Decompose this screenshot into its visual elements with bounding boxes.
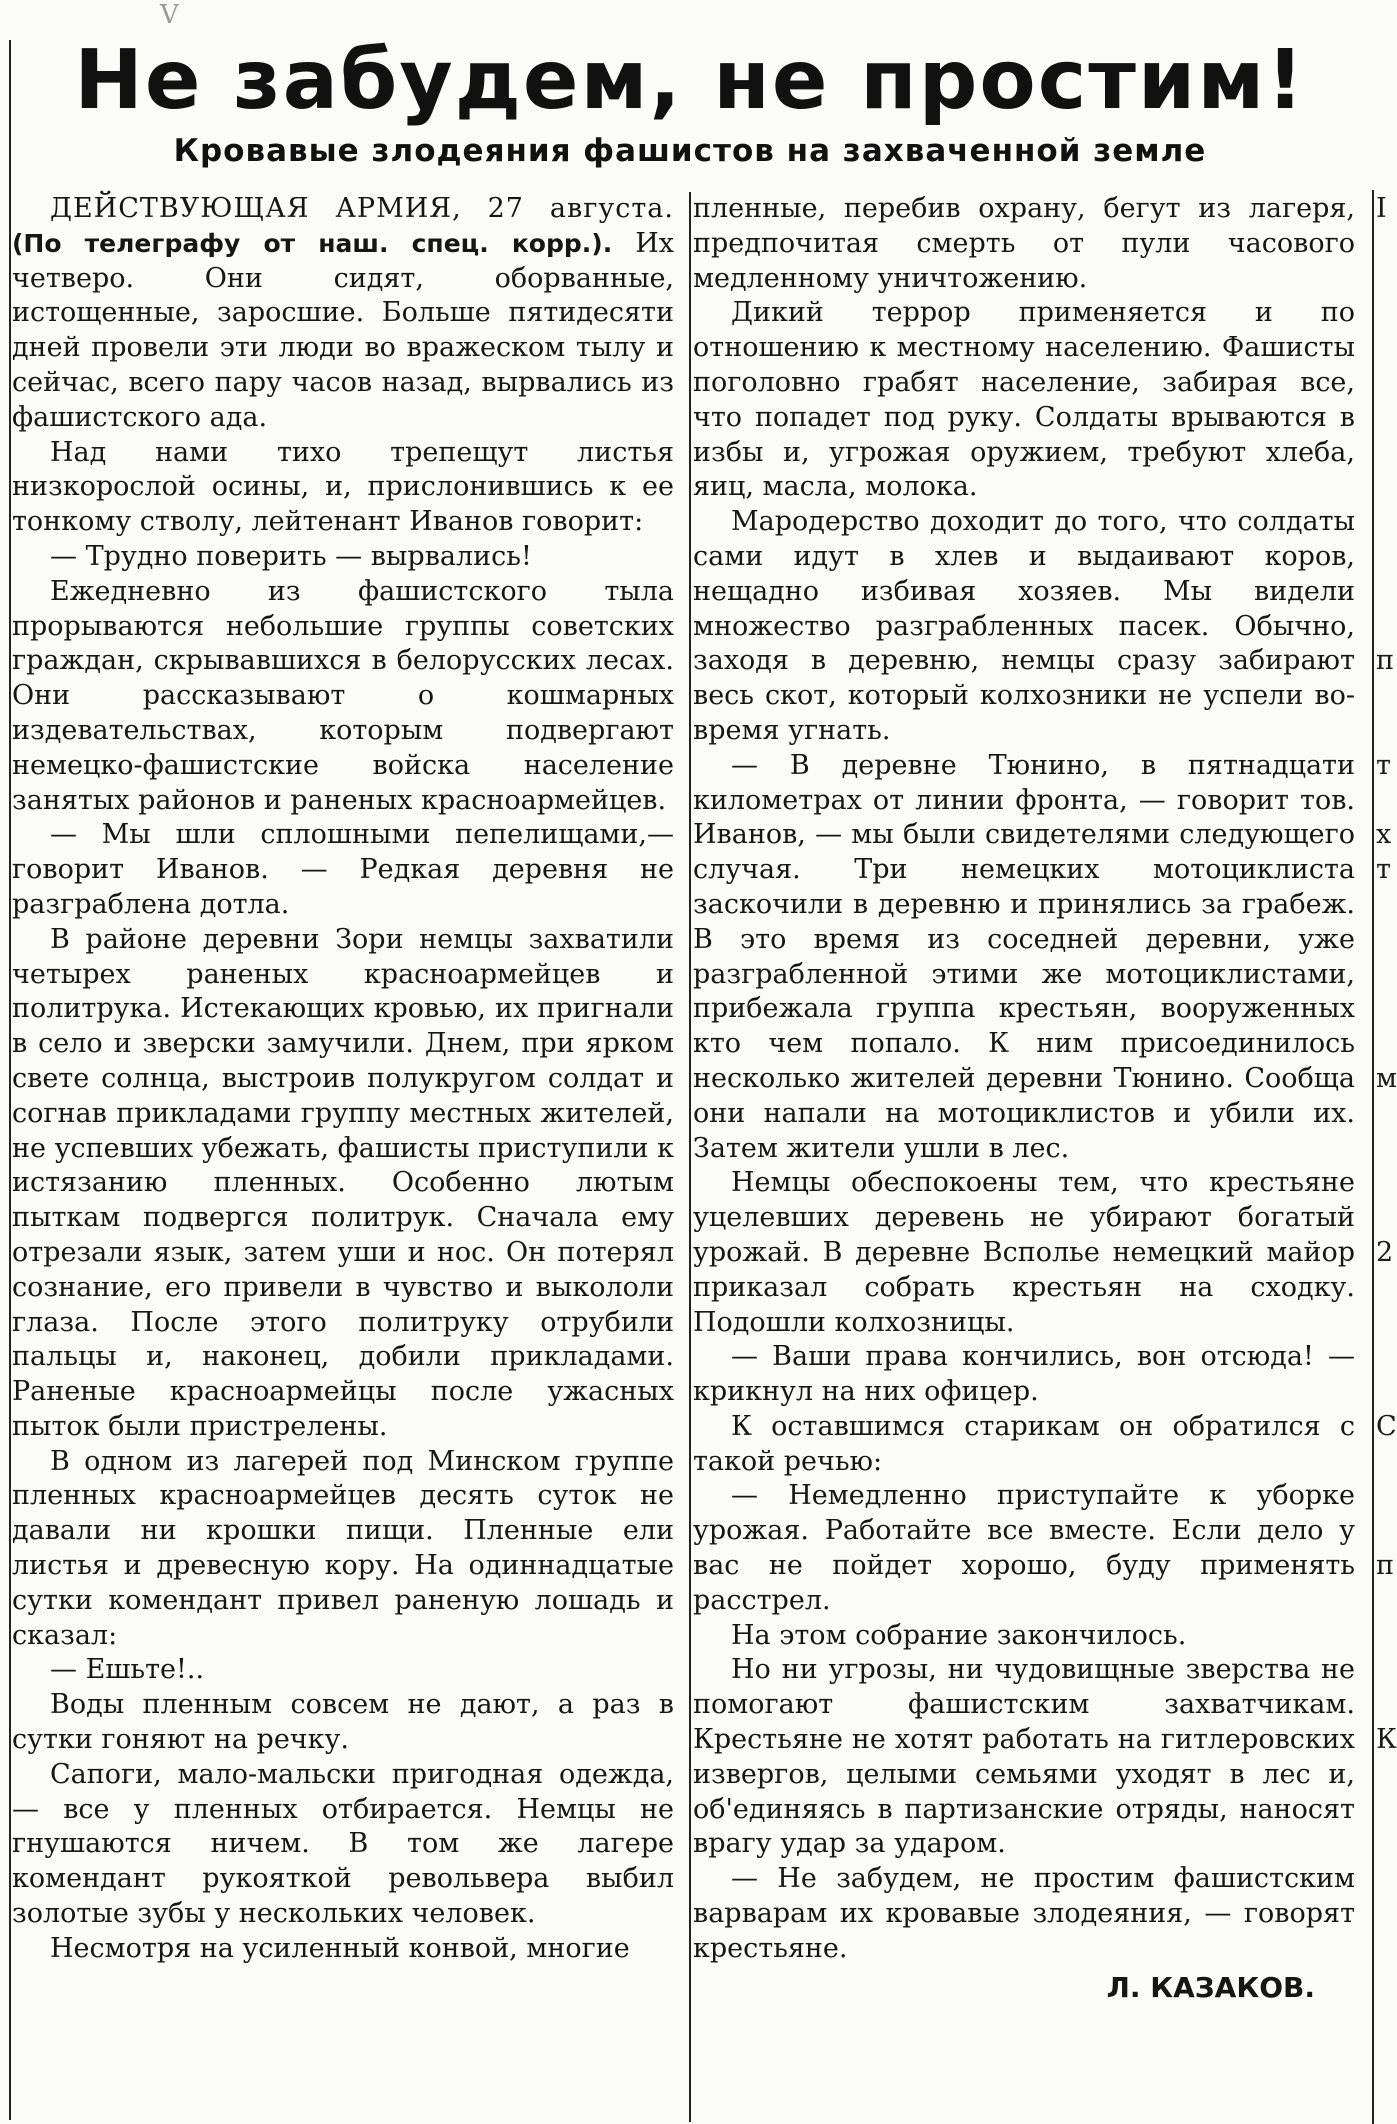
fragment-line	[1376, 436, 1387, 471]
dateline: ДЕЙСТВУЮЩАЯ АРМИЯ, 27 августа.	[50, 193, 674, 224]
fragment-line	[1376, 366, 1387, 401]
paragraph: Над нами тихо трепещут листья низкорослой осины, и, прислонившись к ее тонкому стволу, лейтенант Иванов говорит:	[12, 436, 674, 538]
fragment-line: I	[1376, 193, 1387, 224]
fragment-line	[1376, 923, 1387, 958]
fragment-line	[1376, 1445, 1387, 1480]
fragment-line	[1376, 1375, 1387, 1410]
paragraph: — Мы шли сплошными пепелищами,— говорит Иванов. — Редкая деревня не разграблена дотла.	[12, 819, 674, 920]
fragment-line	[1376, 296, 1387, 331]
fragment-line	[1376, 1306, 1387, 1341]
fragment-line	[1376, 1271, 1387, 1306]
fragment-line	[1376, 401, 1387, 436]
fragment-line: К	[1376, 1724, 1397, 1756]
fragment-line	[1376, 1758, 1387, 1793]
fragment-line	[1376, 540, 1387, 575]
paragraph: Несмотря на усиленный конвой, многие	[50, 1932, 630, 1964]
fragment-line	[1376, 1097, 1387, 1132]
adjacent-column-fragment	[1376, 192, 1397, 2117]
fragment-line: т	[1376, 854, 1391, 886]
left-border-rule	[9, 40, 11, 2120]
column-1-body	[12, 436, 674, 1967]
fragment-line	[1376, 888, 1387, 923]
paragraph: — Ешьте!..	[50, 1654, 205, 1686]
paragraph: Немцы обеспокоены тем, что крестьяне уцелевших деревень не убирают богатый урожай. В деревне Всполье немецкий майор приказал собрать крестьян на сходку. Подошли колхозницы.	[693, 1167, 1355, 1338]
fragment-line	[1376, 610, 1387, 645]
fragment-line	[1376, 1688, 1387, 1723]
paragraph: В одном из лагерей под Минском группе пленных красноармейцев десять суток не давали ни крошки пищи. Пленные ели листья и древесную кору. На одиннадцатые сутки комендант привел раненую лошадь и сказал:	[12, 1445, 674, 1651]
fragment-line	[1376, 262, 1387, 297]
paragraph: В районе деревни Зори немцы захватили четырех раненых красноармейцев и политрука. Истекающих кровью, их пригнали в село и зверски замучили. Днем, при ярком свете солнца, выстроив полукругом солдат и согнав прикладами группу местных жителей, не успевших убежать, фашисты приступили к истязанию пленных. Особенно лютым пыткам подвергся политрук. Сначала ему отрезали язык, затем уши и нос. Он потерял сознание, его привели в чувство и выкололи глаза. После этого политруку отрубили пальцы и, наконец, добили прикладами. Раненые красноармейцы после ужасных пыток были пристрелены.	[12, 923, 674, 1442]
column-2-body	[693, 296, 1355, 1966]
fragment-line	[1376, 1201, 1387, 1236]
margin-mark: V	[160, 0, 179, 30]
column-divider	[689, 192, 691, 2122]
fragment-line	[1376, 1514, 1387, 1549]
paragraph: К оставшимся старикам он обратился с такой речью:	[693, 1410, 1355, 1477]
paragraph: Дикий террор применяется и по отношению к местному населению. Фашисты поголовно грабят население, забирая все, что попадет под руку. Солдаты врываются в избы и, угрожая оружием, требуют хлеба, яиц, масла, молока.	[693, 297, 1355, 503]
fragment-line: х	[1376, 819, 1392, 851]
fragment-line	[1376, 1584, 1387, 1619]
fragment-line	[1376, 470, 1387, 505]
paragraph: — Не забудем, не простим фашистским варварам их кровавые злодеяния, — говорят крестьяне.	[693, 1863, 1355, 1964]
fragment-line	[1376, 227, 1387, 262]
paragraph: Ежедневно из фашистского тыла прорываются небольшие группы советских граждан, скрывавшихся в белорусских лесах. Они рассказывают о кошмарных издевательствах, которым подвергают немецко-фашистские войска население занятых районов и раненых красноармейцев.	[12, 575, 674, 816]
paragraph: — Трудно поверить — вырвались!	[50, 540, 532, 572]
fragment-line: п	[1376, 1550, 1394, 1582]
article-column-2	[693, 192, 1355, 2117]
fragment-line: п	[1376, 645, 1394, 677]
fragment-line: м	[1376, 1062, 1397, 1094]
author-signature: Л. КАЗАКОВ.	[1106, 1970, 1315, 2004]
lead-text: Их четверо. Они сидят, оборванные, истощенные, заросшие. Больше пятидесяти дней провели эти люди во вражеском тылу и сейчас, всего пару часов назад, вырвались из фашистского ада.	[12, 227, 675, 433]
fragment-line	[1376, 575, 1387, 610]
paragraph: На этом собрание закончилось.	[731, 1619, 1187, 1651]
fragment-line	[1376, 784, 1387, 819]
article-headline: Не забудем, не простим!	[74, 33, 1306, 128]
paragraph: Мародерство доходит до того, что солдаты сами идут в хлев и выдаивают коров, нещадно избивая хозяев. Мы видели множество разграбленных пасек. Обычно, заходя в деревню, немцы сразу забирают весь скот, который колхозники не успели во-время угнать.	[693, 506, 1355, 746]
continued-paragraph: пленные, перебив охрану, бегут из лагеря, предпочитая смерть от пули часового медленному уничтожению.	[693, 193, 1355, 294]
fragment-line	[1376, 1653, 1387, 1688]
fragment-line	[1376, 992, 1387, 1027]
fragment-line	[1376, 505, 1387, 540]
article-column-1	[12, 192, 674, 2117]
fragment-line	[1376, 331, 1387, 366]
fragment-line	[1376, 1132, 1387, 1167]
lead-paragraph	[12, 192, 674, 436]
paragraph: Воды пленным совсем не дают, а раз в сутки гоняют на речку.	[12, 1689, 674, 1756]
fragment-line	[1376, 1479, 1387, 1514]
fragment-line	[1376, 714, 1387, 749]
fragment-line	[1376, 679, 1387, 714]
right-border-rule	[1372, 190, 1374, 2124]
correspondent-credit: (По телеграфу от наш. спец. корр.).	[12, 228, 613, 258]
fragment-line	[1376, 958, 1387, 993]
article-subheadline: Кровавые злодеяния фашистов на захваченной земле	[173, 133, 1207, 169]
fragment-line: С	[1376, 1410, 1397, 1442]
fragment-line	[1376, 1340, 1387, 1375]
fragment-line	[1376, 1619, 1387, 1654]
fragment-line: т	[1376, 749, 1391, 781]
paragraph: — Ваши права кончились, вон отсюда! — крикнул на них офицер.	[693, 1341, 1355, 1408]
paragraph: — Немедленно приступайте к уборке урожая. Работайте все вместе. Если дело у вас не пойдет хорошо, буду применять расстрел.	[693, 1480, 1355, 1616]
fragment-line	[1376, 1027, 1387, 1062]
fragment-line: 2	[1376, 1236, 1394, 1268]
fragment-line	[1376, 1166, 1387, 1201]
paragraph: Сапоги, мало-мальски пригодная одежда, — все у пленных отбирается. Немцы не гнушаются ничем. В том же лагере комендант рукояткой револьвера выбил золотые зубы у нескольких человек.	[12, 1758, 674, 1930]
paragraph: Но ни угрозы, ни чудовищные зверства не помогают фашистским захватчикам. Крестьяне не хотят работать на гитлеровских извергов, целыми семьями уходят в лес и, об'единяясь в партизанские отряды, наносят врагу удар за ударом.	[693, 1654, 1355, 1860]
paragraph: — В деревне Тюнино, в пятнадцати километрах от линии фронта, — говорит тов. Иванов, — мы были свидетелями следующего случая. Три немецких мотоциклиста заскочили в деревню и принялись за грабеж. В это время из соседней деревни, уже разграбленной этими же мотоциклистами, прибежала группа крестьян, вооруженных кто чем попало. К ним присоединилось несколько жителей деревни Тюнино. Сообща они напали на мотоциклистов и убили их. Затем жители ушли в лес.	[693, 749, 1355, 1164]
